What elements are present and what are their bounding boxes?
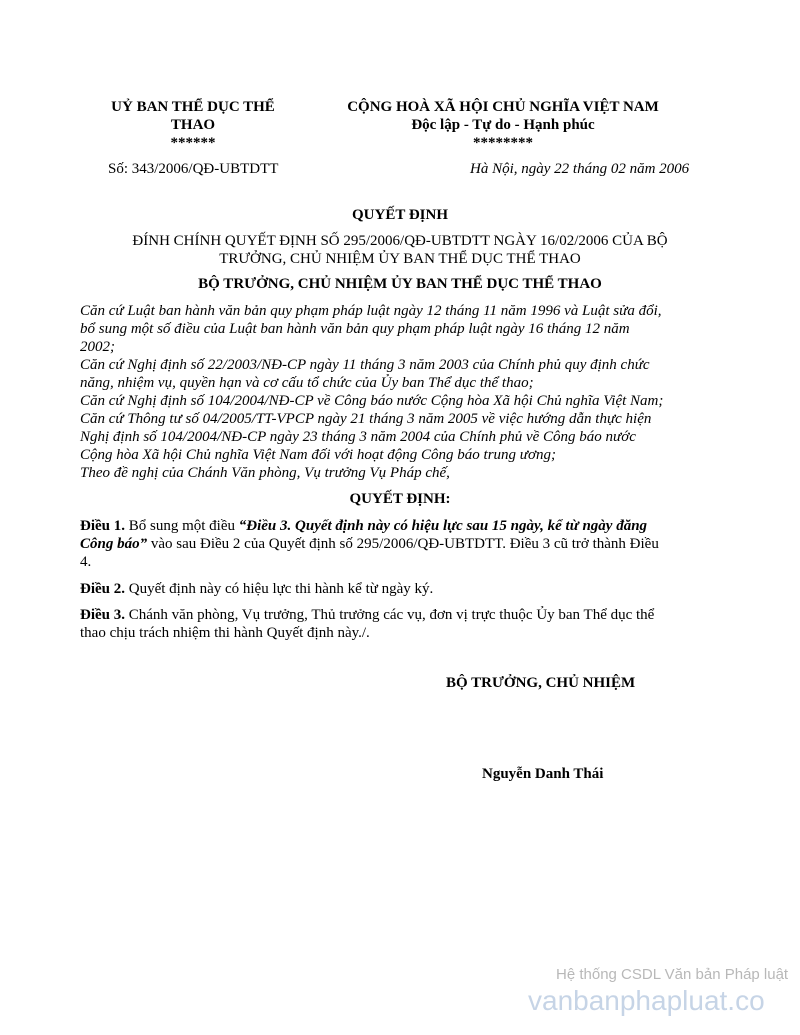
issuing-authority: BỘ TRƯỞNG, CHỦ NHIỆM ỦY BAN THỂ DỤC THỂ THAO — [198, 276, 602, 292]
motto-divider: ******** — [473, 135, 533, 151]
national-motto: Độc lập - Tự do - Hạnh phúc — [411, 117, 595, 133]
document-number: Số: 343/2006/QĐ-UBTDTT — [108, 161, 279, 177]
country-name: CỘNG HOÀ XÃ HỘI CHỦ NGHĨA VIỆT NAM — [347, 99, 659, 115]
document-title: QUYẾT ĐỊNH — [352, 207, 448, 223]
article-quote: Công báo” — [80, 536, 148, 552]
preamble-line: năng, nhiệm vụ, quyền hạn và cơ cấu tổ chức của Ủy ban Thể dục thể thao; — [80, 375, 534, 391]
preamble-line: Theo đề nghị của Chánh Văn phòng, Vụ trưởng Vụ Pháp chế, — [80, 465, 450, 481]
article-text: Quyết định này có hiệu lực thi hành kể từ ngày ký. — [125, 581, 434, 597]
article-text: thao chịu trách nhiệm thi hành Quyết định này./. — [80, 625, 370, 641]
decision-heading: QUYẾT ĐỊNH: — [349, 491, 451, 507]
signer-title: BỘ TRƯỞNG, CHỦ NHIỆM — [446, 675, 636, 691]
article-quote: “Điều 3. Quyết định này có hiệu lực sau 15 ngày, kể từ ngày đăng — [238, 518, 648, 534]
article-text: 4. — [80, 554, 92, 570]
place-date: Hà Nội, ngày 22 tháng 02 năm 2006 — [470, 161, 690, 177]
preamble-line: Cộng hòa Xã hội Chủ nghĩa Việt Nam đối với hoạt động Công báo trung ương; — [80, 447, 556, 463]
article-text: vào sau Điều 2 của Quyết định số 295/2006/QĐ-UBTDTT. Điều 3 cũ trở thành Điều — [147, 536, 659, 552]
preamble-line: 2002; — [80, 339, 115, 355]
watermark-caption: Hệ thống CSDL Văn bản Pháp luật — [556, 966, 789, 983]
article-label: Điều 1. — [80, 518, 125, 534]
article-3 — [80, 606, 712, 642]
subtitle-line: TRƯỞNG, CHỦ NHIỆM ỦY BAN THỂ DỤC THỂ THAO — [219, 251, 581, 267]
article-2 — [80, 580, 712, 598]
signer-name: Nguyễn Danh Thái — [482, 766, 604, 782]
subtitle-line: ĐÍNH CHÍNH QUYẾT ĐỊNH SỐ 295/2006/QĐ-UBTDTT NGÀY 16/02/2006 CỦA BỘ — [132, 233, 668, 249]
preamble-line: Căn cứ Luật ban hành văn bản quy phạm pháp luật ngày 12 tháng 11 năm 1996 và Luật sửa đổi, — [80, 303, 662, 319]
preamble-line: Căn cứ Nghị định số 22/2003/NĐ-CP ngày 11 tháng 3 năm 2003 của Chính phủ quy định chức — [80, 357, 650, 373]
article-1 — [80, 517, 712, 571]
watermark-site: vanbanphapluat.co — [528, 985, 765, 1016]
agency-name-line1: UỶ BAN THỂ DỤC THỂ — [111, 99, 275, 115]
preamble-line: bổ sung một số điều của Luật ban hành văn bản quy phạm pháp luật ngày 16 tháng 12 năm — [80, 321, 630, 337]
preamble-line: Căn cứ Nghị định số 104/2004/NĐ-CP về Công báo nước Cộng hòa Xã hội Chủ nghĩa Việt Nam; — [80, 393, 664, 409]
article-text: Bổ sung một điều — [125, 518, 239, 534]
preamble-line: Căn cứ Thông tư số 04/2005/TT-VPCP ngày 21 tháng 3 năm 2005 về việc hướng dẫn thực hiện — [80, 411, 652, 427]
agency-name-line2: THAO — [170, 117, 216, 133]
preamble-line: Nghị định số 104/2004/NĐ-CP ngày 23 tháng 3 năm 2004 của Chính phủ về Công báo nước — [80, 429, 636, 445]
article-text: Chánh văn phòng, Vụ trưởng, Thủ trưởng các vụ, đơn vị trực thuộc Ủy ban Thể dục thể — [125, 607, 655, 623]
national-heading — [318, 98, 688, 152]
article-label: Điều 3. — [80, 607, 125, 623]
issuing-agency — [88, 98, 298, 152]
document-subtitle — [100, 232, 700, 268]
article-label: Điều 2. — [80, 581, 125, 597]
legal-basis — [80, 302, 712, 482]
agency-divider: ****** — [170, 135, 216, 151]
